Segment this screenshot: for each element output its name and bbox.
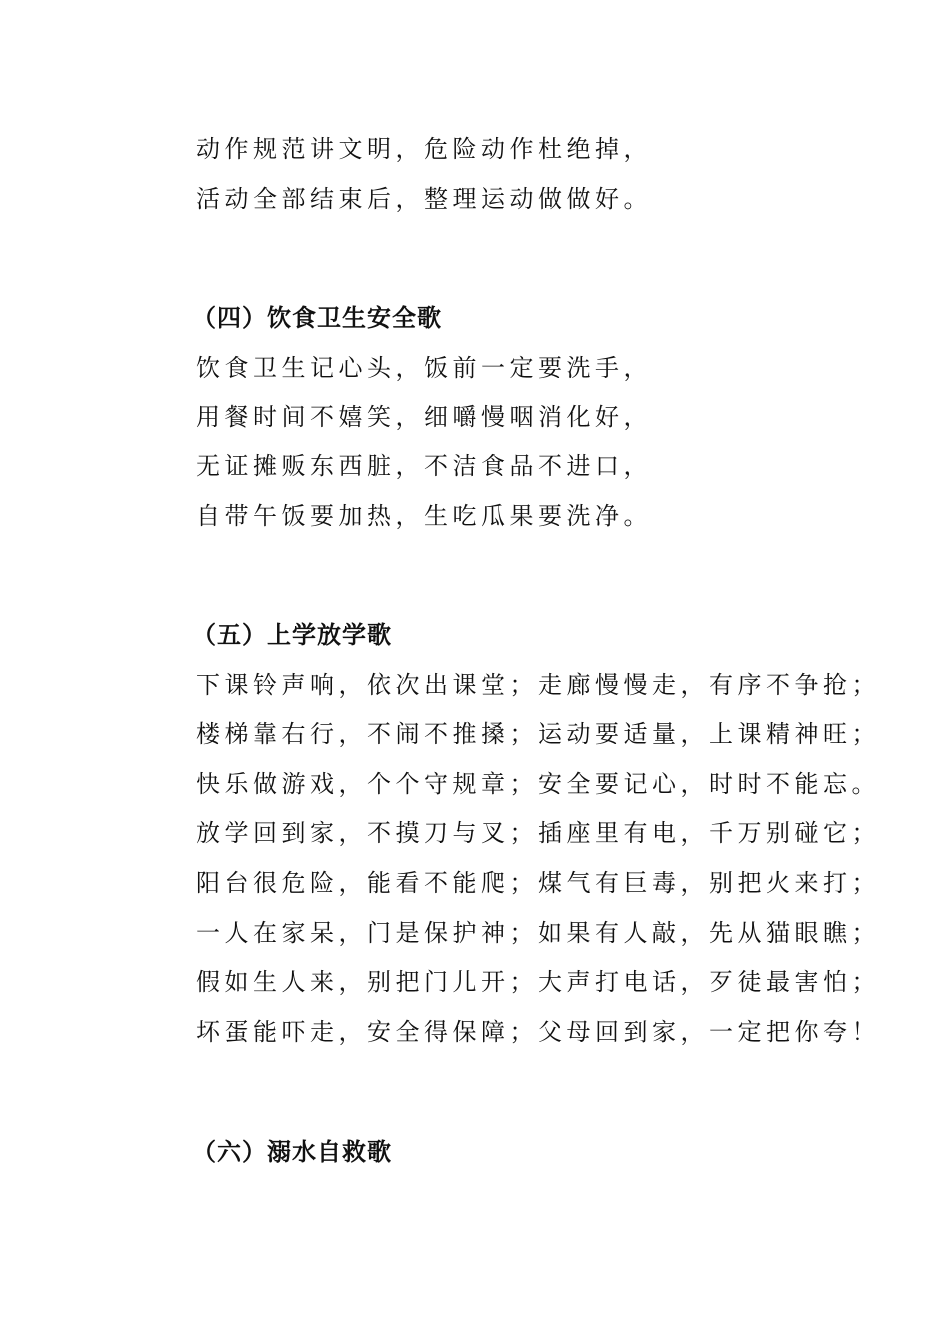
section-heading-4: （四）饮食卫生安全歌 — [192, 304, 442, 332]
poem-line: 放学回到家，不摸刀与叉；插座里有电，千万别碰它； — [196, 819, 880, 847]
poem-line: 用餐时间不嬉笑，细嚼慢咽消化好， — [196, 403, 652, 431]
section-heading-6: （六）溺水自救歌 — [192, 1138, 392, 1166]
poem-line: 楼梯靠右行，不闹不推搡；运动要适量，上课精神旺； — [196, 720, 880, 748]
poem-line: 坏蛋能吓走，安全得保障；父母回到家，一定把你夸！ — [196, 1018, 880, 1046]
poem-line: 阳台很危险，能看不能爬；煤气有巨毒，别把火来打； — [196, 869, 880, 897]
poem-line: 动作规范讲文明，危险动作杜绝掉， — [196, 135, 652, 163]
poem-line: 快乐做游戏，个个守规章；安全要记心，时时不能忘。 — [196, 770, 880, 798]
poem-line: 活动全部结束后，整理运动做做好。 — [196, 185, 652, 213]
poem-line: 自带午饭要加热，生吃瓜果要洗净。 — [196, 502, 652, 530]
poem-line: 饮食卫生记心头，饭前一定要洗手， — [196, 354, 652, 382]
poem-line: 假如生人来，别把门儿开；大声打电话，歹徒最害怕； — [196, 968, 880, 996]
section-heading-5: （五）上学放学歌 — [192, 621, 392, 649]
poem-line: 下课铃声响，依次出课堂；走廊慢慢走，有序不争抢； — [196, 671, 880, 699]
poem-line: 无证摊贩东西脏，不洁食品不进口， — [196, 452, 652, 480]
poem-line: 一人在家呆，门是保护神；如果有人敲，先从猫眼瞧； — [196, 919, 880, 947]
